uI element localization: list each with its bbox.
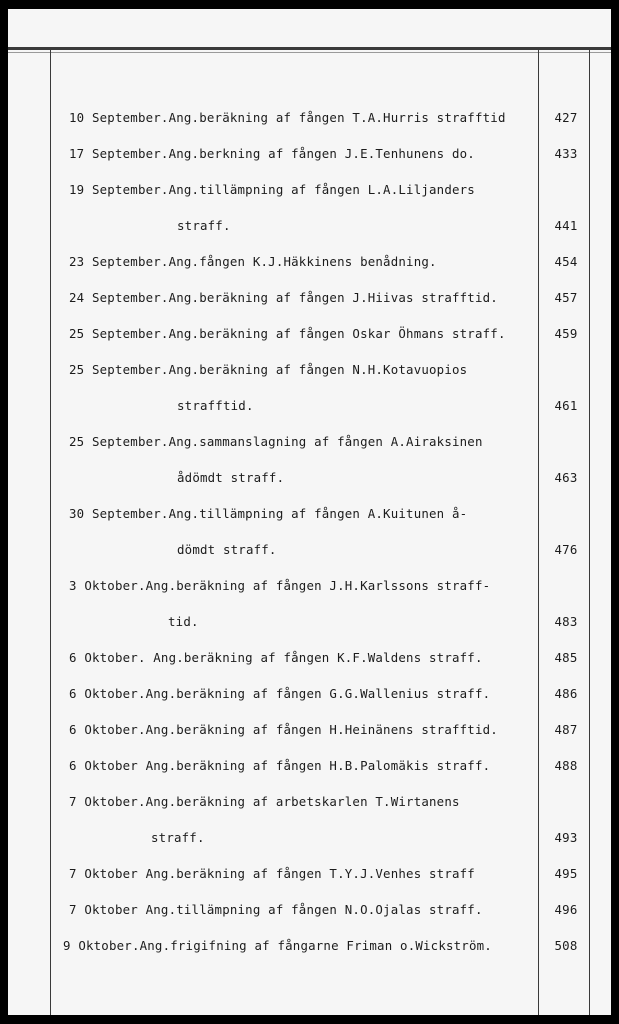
entry-text: 25 September.Ang.beräkning af fången Oskar Öhmans straff. xyxy=(69,326,506,341)
entry-text: 25 September.Ang.sammanslagning af fången A.Airaksinen xyxy=(69,434,483,449)
entry-continuation-line xyxy=(8,398,611,420)
page-number: 485 xyxy=(554,650,578,665)
entry-line xyxy=(8,794,611,816)
page-number: 433 xyxy=(554,146,578,161)
page-number: 441 xyxy=(554,218,578,233)
entry-line xyxy=(8,902,611,924)
entry-line xyxy=(8,434,611,456)
entry-text: 25 September.Ang.beräkning af fången N.H.Kotavuopios xyxy=(69,362,468,377)
entry-line xyxy=(8,290,611,312)
entry-continuation-line xyxy=(8,542,611,564)
entry-text: 24 September.Ang.beräkning af fången J.Hiivas strafftid. xyxy=(69,290,498,305)
entry-line xyxy=(8,254,611,276)
entry-continuation-line xyxy=(8,470,611,492)
page-number: 486 xyxy=(554,686,578,701)
entry-text: 23 September.Ang.fången K.J.Häkkinens benådning. xyxy=(69,254,437,269)
entry-line xyxy=(8,146,611,168)
entry-line xyxy=(8,578,611,600)
page-number: 495 xyxy=(554,866,578,881)
entry-text: 6 Oktober. Ang.beräkning af fången K.F.Waldens straff. xyxy=(69,650,483,665)
entry-text: straff. xyxy=(177,218,231,233)
entry-line xyxy=(8,938,611,960)
entry-line xyxy=(8,722,611,744)
top-rule-thin xyxy=(8,52,611,53)
entry-line xyxy=(8,650,611,672)
entry-text: 17 September.Ang.berkning af fången J.E.Tenhunens do. xyxy=(69,146,475,161)
page-number: 427 xyxy=(554,110,578,125)
entry-continuation-line xyxy=(8,218,611,240)
entry-line xyxy=(8,686,611,708)
entry-text: 6 Oktober.Ang.beräkning af fången G.G.Wallenius straff. xyxy=(69,686,491,701)
entry-text: straff. xyxy=(151,830,205,845)
entry-text: strafftid. xyxy=(177,398,254,413)
page-number: 493 xyxy=(554,830,578,845)
entry-line xyxy=(8,506,611,528)
entry-text: 7 Oktober.Ang.beräkning af arbetskarlen T.Wirtanens xyxy=(69,794,460,809)
page-number: 488 xyxy=(554,758,578,773)
page-number: 487 xyxy=(554,722,578,737)
page-number: 463 xyxy=(554,470,578,485)
entry-line xyxy=(8,866,611,888)
entry-line xyxy=(8,758,611,780)
entry-line xyxy=(8,110,611,132)
page-number: 508 xyxy=(554,938,578,953)
entry-line xyxy=(8,362,611,384)
entry-text: 10 September.Ang.beräkning af fången T.A.Hurris strafftid xyxy=(69,110,506,125)
entry-text: 9 Oktober.Ang.frigifning af fångarne Friman o.Wickström. xyxy=(63,938,492,953)
page-number: 454 xyxy=(554,254,578,269)
entry-text: 6 Oktober Ang.beräkning af fången H.B.Palomäkis straff. xyxy=(69,758,491,773)
page-number: 496 xyxy=(554,902,578,917)
entry-line xyxy=(8,182,611,204)
page-number: 461 xyxy=(554,398,578,413)
page-number: 483 xyxy=(554,614,578,629)
entry-continuation-line xyxy=(8,830,611,852)
page-number: 476 xyxy=(554,542,578,557)
entry-text: tid. xyxy=(168,614,199,629)
entry-line xyxy=(8,326,611,348)
entry-text: 19 September.Ang.tillämpning af fången L.A.Liljanders xyxy=(69,182,475,197)
entry-text: 7 Oktober Ang.beräkning af fången T.Y.J.Venhes straff xyxy=(69,866,475,881)
entry-text: 30 September.Ang.tillämpning af fången A.Kuitunen å- xyxy=(69,506,468,521)
page-number: 457 xyxy=(554,290,578,305)
top-rule xyxy=(8,47,611,50)
entry-text: 3 Oktober.Ang.beräkning af fången J.H.Karlssons straff- xyxy=(69,578,491,593)
entry-text: dömdt straff. xyxy=(177,542,277,557)
entry-text: ådömdt straff. xyxy=(177,470,285,485)
document-page xyxy=(8,9,611,1015)
entry-text: 7 Oktober Ang.tillämpning af fången N.O.Ojalas straff. xyxy=(69,902,483,917)
entry-continuation-line xyxy=(8,614,611,636)
entry-text: 6 Oktober.Ang.beräkning af fången H.Heinänens strafftid. xyxy=(69,722,498,737)
page-number: 459 xyxy=(554,326,578,341)
